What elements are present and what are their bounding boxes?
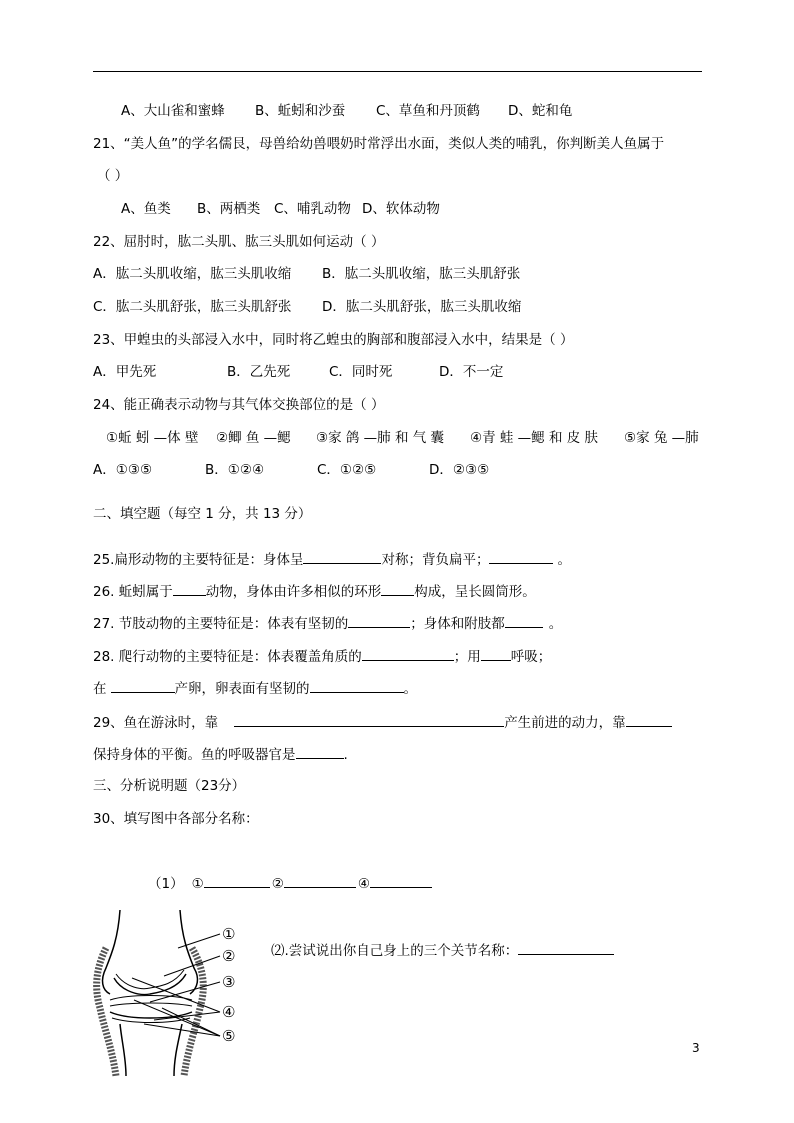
q29-line-1 <box>93 712 672 732</box>
q28-text-3: 呼吸； <box>510 649 552 665</box>
figure-label-3: ③ <box>222 973 236 991</box>
q25-text-1: 25.扁形动物的主要特征是：身体呈 <box>93 552 304 568</box>
q24-item-2: ②鲫 鱼 —鳃 <box>216 430 291 446</box>
q30-blank-3[interactable] <box>370 873 432 888</box>
q27-text-1: 27. 节肢动物的主要特征是：体表有坚韧的 <box>93 616 349 632</box>
leader-line-2 <box>164 956 220 976</box>
section3-title: 三、分析说明题（23分） <box>93 778 246 794</box>
q22-option-a: A．肱二头肌收缩，肱三头肌收缩 <box>93 266 292 282</box>
q30-blank-4[interactable] <box>518 940 614 955</box>
q29-blank-2[interactable] <box>626 712 672 727</box>
q27-blank-2[interactable] <box>505 613 543 628</box>
q28-line-1 <box>93 646 551 666</box>
q26 <box>93 581 536 601</box>
q21-options <box>121 200 440 218</box>
q20-option-a: A、大山雀和蜜蜂 <box>121 103 225 119</box>
q30-sub2-text: ⑵.尝试说出你自己身上的三个关节名称： <box>271 943 519 959</box>
q26-blank-2[interactable] <box>381 581 414 596</box>
q29-text-3: 保持身体的平衡。鱼的呼吸器官是 <box>93 747 296 763</box>
header-rule <box>93 71 702 72</box>
q25 <box>93 549 571 569</box>
joint-diagram <box>92 908 252 1078</box>
q28-blank-1[interactable] <box>362 646 454 661</box>
q23-options <box>93 363 503 381</box>
lower-bone-outline <box>120 1024 126 1076</box>
q29-line-2 <box>93 744 348 764</box>
q21-option-c: C、哺乳动物 <box>274 201 351 217</box>
q24-options <box>93 461 489 479</box>
q30-text: 30、填写图中各部分名称： <box>93 811 259 827</box>
q24-option-a: A．①③⑤ <box>93 462 153 478</box>
q28-text-1: 28. 爬行动物的主要特征是：体表覆盖角质的 <box>93 649 362 665</box>
q29-blank-1[interactable] <box>234 712 504 727</box>
q30-sub1 <box>148 873 432 893</box>
q23-option-d: D．不一定 <box>439 364 504 380</box>
q24-item-3: ③家 鸽 —肺 和 气 囊 <box>316 430 445 446</box>
q29-text-1: 29、鱼在游泳时，靠 <box>93 715 219 731</box>
articular-head <box>114 974 186 994</box>
q22-option-b: B．肱二头肌收缩，肱三头肌舒张 <box>322 266 521 282</box>
q21-paren: （ ） <box>97 168 129 184</box>
q28-text-4: 在 <box>93 681 107 697</box>
q26-text-3: 构成，呈长圆筒形。 <box>414 584 536 600</box>
q28-text-2: ；用 <box>453 649 481 665</box>
q22-option-d: D．肱二头肌舒张，肱三头肌收缩 <box>322 299 522 315</box>
q21-text: 21、“美人鱼”的学名儒艮，母兽给幼兽喂奶时常浮出水面，类似人类的哺乳，你判断美人鱼属于 <box>93 136 665 152</box>
page-number: 3 <box>692 1041 700 1055</box>
q29-text-2: 产生前进的动力，靠 <box>504 715 626 731</box>
q20-option-c: C、草鱼和丹顶鹤 <box>376 103 480 119</box>
q20-option-d: D、蛇和龟 <box>508 103 573 119</box>
q24-text: 24、能正确表示动物与其气体交换部位的是（ ） <box>93 397 385 413</box>
q30-blank-1[interactable] <box>204 873 270 888</box>
q27-blank-1[interactable] <box>348 613 410 628</box>
q24-item-5: ⑤家 兔 —肺 <box>624 430 699 446</box>
q28-text-5: 产卵，卵表面有坚韧的 <box>174 681 310 697</box>
q28-blank-3[interactable] <box>111 678 175 693</box>
q26-blank-1[interactable] <box>173 581 206 596</box>
q26-text-2: 动物，身体由许多相似的环形 <box>205 584 382 600</box>
q28-blank-2[interactable] <box>481 646 511 661</box>
q30-sub1-marker-4: ④ <box>357 876 370 892</box>
q23-text: 23、甲蝗虫的头部浸入水中，同时将乙蝗虫的胸部和腹部浸入水中，结果是（ ） <box>93 332 574 348</box>
q25-text-3: 。 <box>557 552 571 568</box>
q23-option-a: A．甲先死 <box>93 364 157 380</box>
section2-title: 二、填空题（每空 1 分，共 13 分） <box>93 506 312 522</box>
q28-text-6: 。 <box>403 681 417 697</box>
q25-blank-2[interactable] <box>489 549 553 564</box>
q21-option-a: A、鱼类 <box>121 201 171 217</box>
q24-item-4: ④青 蛙 —鳃 和 皮 肤 <box>470 430 599 446</box>
q23-option-b: B．乙先死 <box>227 364 291 380</box>
q26-text-1: 26. 蚯蚓属于 <box>93 584 173 600</box>
q30-sub1-marker-2: ② <box>271 876 284 892</box>
q28-blank-4[interactable] <box>310 678 404 693</box>
q30-blank-2[interactable] <box>284 873 356 888</box>
q30-sub1-label: （1） <box>148 876 184 892</box>
q24-option-c: C．①②⑤ <box>317 462 377 478</box>
q24-option-d: D．②③⑤ <box>429 462 490 478</box>
q21-option-b: B、两栖类 <box>197 201 261 217</box>
q25-text-2: 对称；背负扁平； <box>381 552 490 568</box>
q23-option-c: C．同时死 <box>329 364 393 380</box>
figure-label-2: ② <box>222 947 236 965</box>
q29-text-4: . <box>343 747 348 763</box>
q22-text: 22、屈肘时，肱二头肌、肱三头肌如何运动（ ） <box>93 234 385 250</box>
q30-sub2 <box>271 940 614 960</box>
q20-option-b: B、蚯蚓和沙蚕 <box>255 103 346 119</box>
figure-label-1: ① <box>222 925 236 943</box>
q30-sub1-marker-1: ① <box>191 876 204 892</box>
q24-item-1: ①蚯 蚓 —体 壁 <box>106 430 199 446</box>
q22-option-c: C．肱二头肌舒张，肱三头肌舒张 <box>93 299 292 315</box>
q29-blank-3[interactable] <box>296 744 344 759</box>
q25-blank-1[interactable] <box>303 549 381 564</box>
q27 <box>93 613 562 633</box>
figure-label-4: ④ <box>222 1003 236 1021</box>
q28-line-2 <box>93 678 417 698</box>
q27-text-2: ；身体和附肢都 <box>410 616 505 632</box>
q21-option-d: D、软体动物 <box>362 201 440 217</box>
q24-items <box>106 429 699 447</box>
q27-text-3: 。 <box>548 616 563 632</box>
q20-options <box>121 102 572 120</box>
q24-option-b: B．①②④ <box>205 462 265 478</box>
figure-label-5: ⑤ <box>222 1027 236 1045</box>
